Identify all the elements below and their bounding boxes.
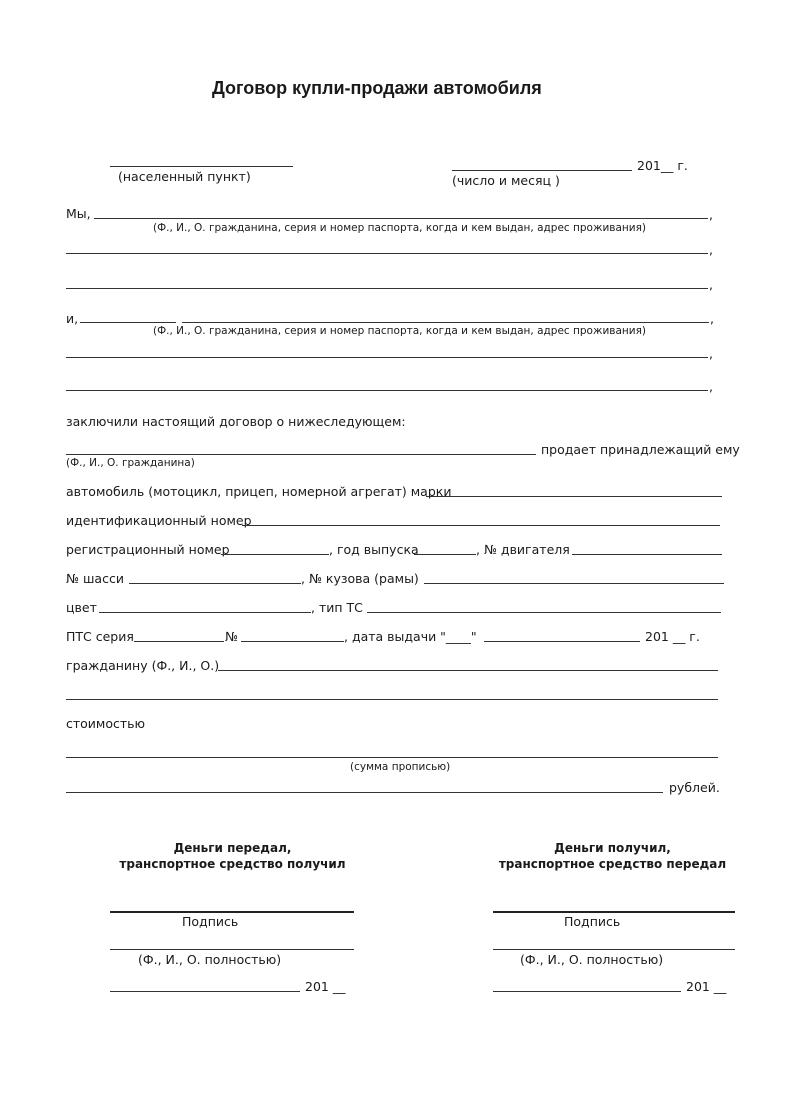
buyer-signature-heading — [100, 840, 365, 872]
type-label: , тип ТС — [311, 600, 363, 615]
party1-prefix: Мы, — [66, 206, 91, 221]
pts-series-field[interactable] — [134, 641, 224, 642]
chassis-field[interactable] — [129, 583, 301, 584]
place-field[interactable] — [110, 166, 293, 167]
date-year: 201__ г. — [637, 158, 688, 173]
seller-signature-field[interactable] — [493, 911, 735, 913]
party2-comma: , — [710, 311, 714, 326]
party2-prefix: и, — [66, 311, 79, 326]
seller-caption: (Ф., И., О. гражданина) — [66, 457, 195, 469]
party1-caption: (Ф., И., О. гражданина, серия и номер паспорта, когда и кем выдан, адрес проживания) — [153, 222, 646, 234]
party2-caption: (Ф., И., О. гражданина, серия и номер паспорта, когда и кем выдан, адрес проживания) — [153, 325, 646, 337]
seller-signature-caption: Подпись — [564, 914, 621, 929]
heading-line-2: транспортное средство передал — [498, 857, 727, 871]
reg-number-field[interactable] — [221, 554, 329, 555]
party2-field-line2[interactable] — [66, 357, 708, 358]
agreement-intro: заключили настоящий договор о нижеследующем: — [66, 414, 406, 429]
type-field[interactable] — [367, 612, 721, 613]
engine-field[interactable] — [572, 554, 722, 555]
year-label: , год выпуска — [329, 542, 419, 557]
engine-label: , № двигателя — [476, 542, 570, 557]
page-title: Договор купли-продажи автомобиля — [212, 78, 542, 98]
price-words-field[interactable] — [66, 757, 718, 758]
party1-field-line3[interactable] — [66, 288, 708, 289]
price-field[interactable] — [66, 792, 663, 793]
reg-number-label: регистрационный номер — [66, 542, 230, 557]
color-label: цвет — [66, 600, 97, 615]
pts-number-label: № — [225, 629, 239, 644]
buyer-date-field[interactable] — [110, 991, 300, 992]
party1-comma-3: , — [709, 277, 713, 292]
color-field[interactable] — [99, 612, 311, 613]
vin-label: идентификационный номер — [66, 513, 252, 528]
pts-date-label: , дата выдачи "____" — [344, 629, 477, 644]
party2-comma-3: , — [709, 379, 713, 394]
heading-line-1: Деньги передал, — [173, 841, 292, 855]
vehicle-brand-field[interactable] — [426, 496, 722, 497]
seller-suffix: продает принадлежащий ему — [541, 442, 740, 457]
party2-field-short[interactable] — [80, 322, 176, 323]
party1-comma: , — [709, 207, 713, 222]
heading-line-2: транспортное средство получил — [119, 857, 346, 871]
price-label: стоимостью — [66, 716, 146, 731]
buyer-signature-caption: Подпись — [182, 914, 239, 929]
party1-field-line2[interactable] — [66, 253, 708, 254]
party2-field-line3[interactable] — [66, 390, 708, 391]
pts-series-label: ПТС серия — [66, 629, 134, 644]
place-caption: (населенный пункт) — [118, 169, 251, 184]
pts-date-field[interactable] — [484, 641, 640, 642]
price-caption: (сумма прописью) — [350, 761, 451, 773]
buyer-date-year: 201 __ — [305, 979, 346, 994]
seller-date-field[interactable] — [493, 991, 681, 992]
buyer-field-line2[interactable] — [66, 699, 718, 700]
vehicle-brand-label: автомобиль (мотоцикл, прицеп, номерной агрегат) марки — [66, 484, 452, 499]
date-caption: (число и месяц ) — [452, 173, 560, 188]
price-currency: рублей. — [669, 780, 720, 795]
buyer-label: гражданину (Ф., И., О.) — [66, 658, 220, 673]
pts-year: 201 __ г. — [645, 629, 700, 644]
seller-name-caption: (Ф., И., О. полностью) — [520, 952, 664, 967]
seller-name-field[interactable] — [493, 949, 735, 950]
pts-number-field[interactable] — [241, 641, 344, 642]
heading-line-1: Деньги получил, — [554, 841, 671, 855]
buyer-signature-field[interactable] — [110, 911, 354, 913]
vin-field[interactable] — [242, 525, 720, 526]
buyer-field[interactable] — [218, 670, 718, 671]
body-field[interactable] — [424, 583, 724, 584]
party1-comma-2: , — [709, 242, 713, 257]
year-field[interactable] — [414, 554, 476, 555]
date-field[interactable] — [452, 170, 632, 171]
party2-comma-2: , — [709, 346, 713, 361]
party1-field[interactable] — [94, 218, 708, 219]
seller-name-field[interactable] — [66, 454, 536, 455]
party2-field[interactable] — [182, 322, 709, 323]
buyer-name-field[interactable] — [110, 949, 354, 950]
buyer-name-caption: (Ф., И., О. полностью) — [138, 952, 282, 967]
seller-signature-heading — [480, 840, 745, 872]
body-label: , № кузова (рамы) — [301, 571, 419, 586]
chassis-label: № шасси — [66, 571, 124, 586]
seller-date-year: 201 __ — [686, 979, 727, 994]
